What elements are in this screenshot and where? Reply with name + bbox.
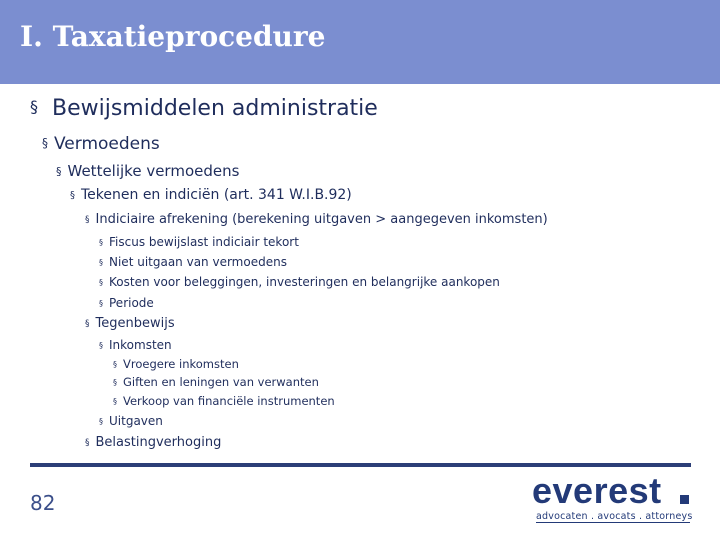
list-item	[99, 255, 287, 269]
bullet-icon: §	[85, 215, 90, 225]
bullet-text: Periode	[109, 296, 154, 310]
bullet-text: Indiciaire afrekening (berekening uitgaven > aangegeven inkomsten)	[95, 212, 548, 227]
slide-title: I. Taxatieprocedure	[20, 20, 326, 53]
bullet-icon: §	[42, 136, 48, 150]
bullet-text: Tekenen en indiciën (art. 341 W.I.B.92)	[81, 187, 352, 203]
bullet-icon: §	[113, 378, 117, 387]
bullet-icon: §	[99, 278, 103, 287]
bullet-wettelijke-vermoedens	[56, 162, 239, 180]
bullet-text: Kosten voor beleggingen, investeringen en belangrijke aankopen	[109, 275, 500, 289]
bullet-text: Vroegere inkomsten	[123, 357, 239, 371]
bullet-bewijsmiddelen	[30, 96, 378, 121]
bullet-text: Uitgaven	[109, 414, 163, 428]
bullet-icon: §	[99, 417, 103, 426]
everest-logo	[532, 470, 693, 524]
list-item	[99, 275, 500, 289]
bullet-icon: §	[99, 258, 103, 267]
bullet-text: Niet uitgaan van vermoedens	[109, 255, 287, 269]
bullet-icon: §	[85, 319, 90, 329]
bullet-text: Bewijsmiddelen administratie	[52, 96, 378, 121]
footer-divider	[30, 463, 691, 467]
bullet-text: Wettelijke vermoedens	[67, 162, 240, 180]
bullet-text: Vermoedens	[54, 134, 160, 154]
list-item	[113, 375, 319, 389]
bullet-indiciaire-afrekening	[85, 212, 548, 227]
logo-wordmark: everest	[532, 470, 662, 511]
bullet-icon: §	[99, 341, 103, 350]
bullet-icon: §	[113, 360, 117, 369]
bullet-text: Verkoop van financiële instrumenten	[123, 394, 335, 408]
bullet-belastingverhoging	[85, 435, 221, 450]
bullet-icon: §	[56, 165, 62, 178]
list-item	[99, 296, 154, 310]
page-number: 82	[30, 491, 56, 515]
bullet-text: Belastingverhoging	[95, 435, 222, 450]
bullet-icon: §	[70, 190, 75, 201]
bullet-tekenen-en-indicien	[70, 187, 352, 203]
bullet-text: Inkomsten	[109, 338, 172, 352]
bullet-icon: §	[113, 397, 117, 406]
bullet-text: Fiscus bewijslast indiciair tekort	[109, 235, 299, 249]
bullet-icon: §	[30, 97, 38, 116]
bullet-icon: §	[99, 238, 103, 247]
logo-square-icon	[680, 495, 689, 504]
bullet-icon: §	[99, 299, 103, 308]
bullet-tegenbewijs	[85, 316, 175, 331]
bullet-icon: §	[85, 438, 90, 448]
list-item	[113, 394, 335, 408]
logo-tagline: advocaten . avocats . attorneys	[536, 511, 693, 522]
bullet-uitgaven	[99, 414, 163, 428]
bullet-vermoedens	[42, 134, 160, 154]
list-item	[99, 235, 299, 249]
list-item	[113, 357, 239, 371]
logo-underline	[536, 522, 690, 523]
bullet-text: Tegenbewijs	[95, 316, 175, 331]
bullet-text: Giften en leningen van verwanten	[123, 375, 319, 389]
bullet-inkomsten	[99, 338, 172, 352]
